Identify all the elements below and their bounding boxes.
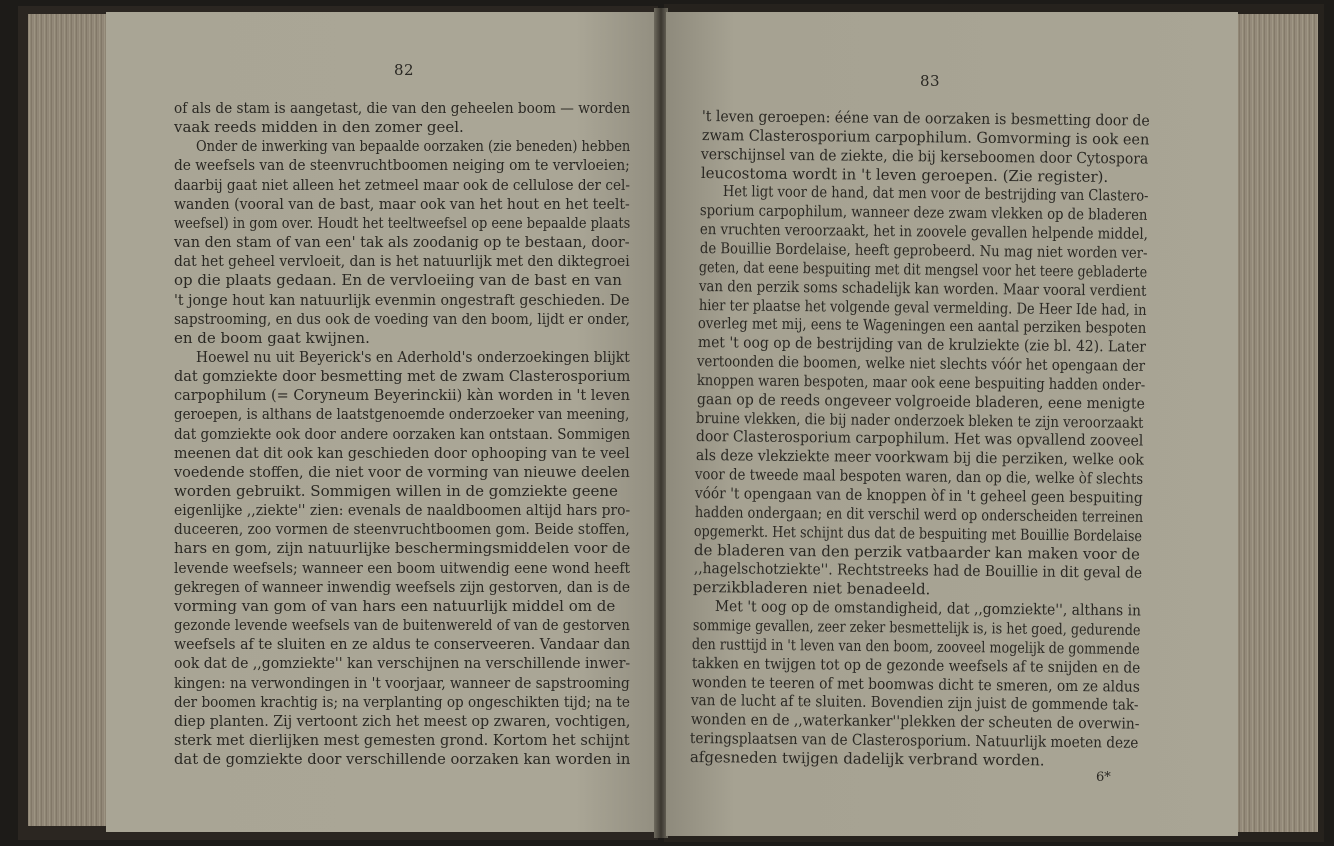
left-page [106,12,658,832]
text-line: en vruchten veroorzaakt, het in zoovele gevallen helpende middel, [699,220,1148,243]
text-line: kingen: na verwondingen in 't voorjaar, wanneer de sapstrooming [174,673,630,692]
text-line: gekregen of wanneer inwendig weefsels zijn gestorven, dan is de [174,577,630,596]
text-line: perzikbladeren niet benadeeld. [693,578,931,599]
text-line: ,,hagelschotziekte''. Rechtstreeks had de Bouillie in dit geval de [693,559,1142,583]
text-line: Onder de inwerking van bepaalde oorzaken (zie beneden) hebben [196,137,631,156]
text-line: Met 't oog op de omstandigheid, dat ,,gomziekte'', althans in [714,597,1141,620]
text-line: als deze vlekziekte meer voorkwam bij die perziken, welke ook [695,446,1144,469]
text-line: wanden (vooral van de bast, maar ook van het hout en het teelt- [174,194,630,213]
text-line: hadden ondergaan; en dit verschil werd op onderscheiden terreinen [694,502,1143,526]
text-line: weefsel) in gom over. Houdt het teeltweefsel op eene bepaalde plaats [174,213,631,232]
text-line: worden gebruikt. Sommigen willen in de gomziekte geene [174,482,618,500]
text-line: op die plaats gedaan. En de vervloeiing van de bast en van [174,271,622,290]
text-line: meenen dat dit ook kan geschieden door ophooping van te veel [174,443,630,462]
text-line: dat de gomziekte door verschillende oorzaken kan worden in [174,750,631,769]
text-line: de bladeren van den perzik vatbaarder kan maken voor de [693,540,1140,563]
text-line: ook dat de ,,gomziekte'' kan verschijnen na verschillende inwer- [174,654,631,673]
right-page [666,12,1238,836]
text-line: takken en twijgen tot op de gezonde weefsels af te snijden en de [691,653,1141,677]
text-line: dat gomziekte ook door andere oorzaken kan ontstaan. Sommigen [174,424,631,443]
text-line: gezonde levende weefsels van de buitenwereld of van de gestorven [174,616,630,635]
text-line: wonden te teeren of met boomwas dicht te smeren, om ze aldus [691,672,1140,696]
right-page-number: 83 [920,72,941,90]
text-line: sommige gevallen, zeer zeker besmettelijk is, is het goed, gedurende [692,615,1141,639]
text-line: zwam Clasterosporium carpophilum. Gomvorming is ook een [701,125,1150,149]
text-line: diep planten. Zij vertoont zich het meest op zwaren, vochtigen, [174,711,631,730]
text-line: gaan op de reeds ongeveer volgroeide bladeren, eene menigte [696,389,1145,413]
text-line: en de boom gaat kwijnen. [174,328,370,347]
text-line: sterk met dierlijken mest gemesten grond. Kortom het schijnt [174,730,630,749]
text-line: sporium carpophilum, wanneer deze zwam vlekken op de bladeren [700,201,1148,225]
text-line: geroepen, is althans de laatstgenoemde onderzoeker van meening, [174,405,630,424]
left-page-number: 82 [394,61,415,79]
text-line: van de lucht af te sluiten. Bovendien zijn juist de gommende tak- [690,691,1139,715]
text-line: afgesneden twijgen dadelijk verbrand worden. [689,747,1045,770]
text-line: de weefsels van de steenvruchtboomen neiging om te vervloeien; [174,156,630,175]
text-line: duceeren, zoo vormen de steenvruchtboomen gom. Beide stoffen, [174,520,630,539]
text-line: of als de stam is aangetast, die van den geheelen boom — worden [174,99,631,117]
text-line: geten, dat eene bespuiting met dit mengsel voor het teere gebladerte [699,257,1148,281]
text-line: vorming van gom of van hars een natuurlijk middel om de [174,596,616,615]
text-line: verschijnsel van de ziekte, die bij kerseboomen door Cytospora [701,144,1149,168]
text-line: leucostoma wordt in 't leven geroepen. (Zie register). [700,163,1109,186]
text-line: levende weefsels; wanneer een boom uitwendig eene wond heeft [174,558,631,577]
text-line: vaak reeds midden in den zomer geel. [174,118,464,137]
text-line: voor de tweede maal bespoten waren, dan op die, welke òf slechts [695,465,1144,488]
text-line: sapstrooming, en dus ook de voeding van den boom, lijdt er onder, [174,309,630,328]
text-line: vertoonden die boomen, welke niet slechts vóór het opengaan der [697,352,1146,375]
page-edges-right [1236,14,1318,832]
text-line: weefsels af te sluiten en ze aldus te conserveeren. Vandaar dan [174,635,631,654]
signature-mark: 6* [1096,770,1111,785]
text-line: den rusttijd in 't leven van den boom, zooveel mogelijk de gommende [692,634,1140,658]
text-line: der boomen krachtig is; na verplanting op ongeschikten tijd; na te [174,692,630,711]
text-line: knoppen waren bespoten, maar ook eene bespuiting hadden onder- [696,370,1146,394]
text-line: van den stam of van een' tak als zoodanig op te bestaan, door- [174,233,630,252]
text-line: eigenlijke ,,ziekte'' zien: evenals de naaldboomen altijd hars pro- [174,501,631,520]
text-line: van den perzik soms schadelijk kan worden. Maar vooral verdient [698,276,1147,300]
text-line: carpophilum (= Coryneum Beyerinckii) kàn worden in 't leven [174,386,630,405]
page-edges-left [28,14,108,826]
text-line: bruine vlekken, die bij nader onderzoek bleken te zijn veroorzaakt [696,408,1144,432]
text-line: 't leven geroepen: ééne van de oorzaken is besmetting door de [701,106,1150,130]
text-line: wonden en de ,,waterkanker''plekken der scheuten de overwin- [690,710,1140,733]
text-line: opgemerkt. Het schijnt dus dat de bespuiting met Bouillie Bordelaise [694,521,1143,545]
text-line: voedende stoffen, die niet voor de vorming van nieuwe deelen [174,462,630,481]
text-line: Hoewel nu uit Beyerick's en Aderhold's onderzoekingen blijkt [196,347,630,366]
text-line: teringsplaatsen van de Clasterosporium. Natuurlijk moeten deze [690,729,1139,752]
text-line: door Clasterosporium carpophilum. Het was opvallend zooveel [695,427,1144,451]
text-line: overleg met mij, eens te Wageningen een aantal perziken bespoten [697,314,1147,338]
text-line: daarbij gaat niet alleen het zetmeel maar ook de cellulose der cel- [174,175,630,194]
text-line: dat gomziekte door besmetting met de zwam Clasterosporium [174,367,631,386]
text-line: de Bouillie Bordelaise, heeft geprobeerd. Nu mag niet worden ver- [699,238,1148,262]
text-line: Het ligt voor de hand, dat men voor de bestrijding van Clastero- [722,182,1149,206]
text-line: met 't oog op de bestrijding van de krulziekte (zie bl. 42). Later [697,333,1146,356]
text-line: 't jonge hout kan natuurlijk evenmin ongestraft geschieden. De [174,290,630,309]
text-line: vóór 't opengaan van de knoppen òf in 't geheel geen bespuiting [694,483,1143,507]
text-line: hier ter plaatse het volgende geval vermelding. De Heer Ide had, in [698,295,1147,319]
text-line: dat het geheel vervloeit, dan is het natuurlijk met den diktegroei [174,252,630,271]
text-line: hars en gom, zijn natuurlijke beschermingsmiddelen voor de [174,539,631,558]
